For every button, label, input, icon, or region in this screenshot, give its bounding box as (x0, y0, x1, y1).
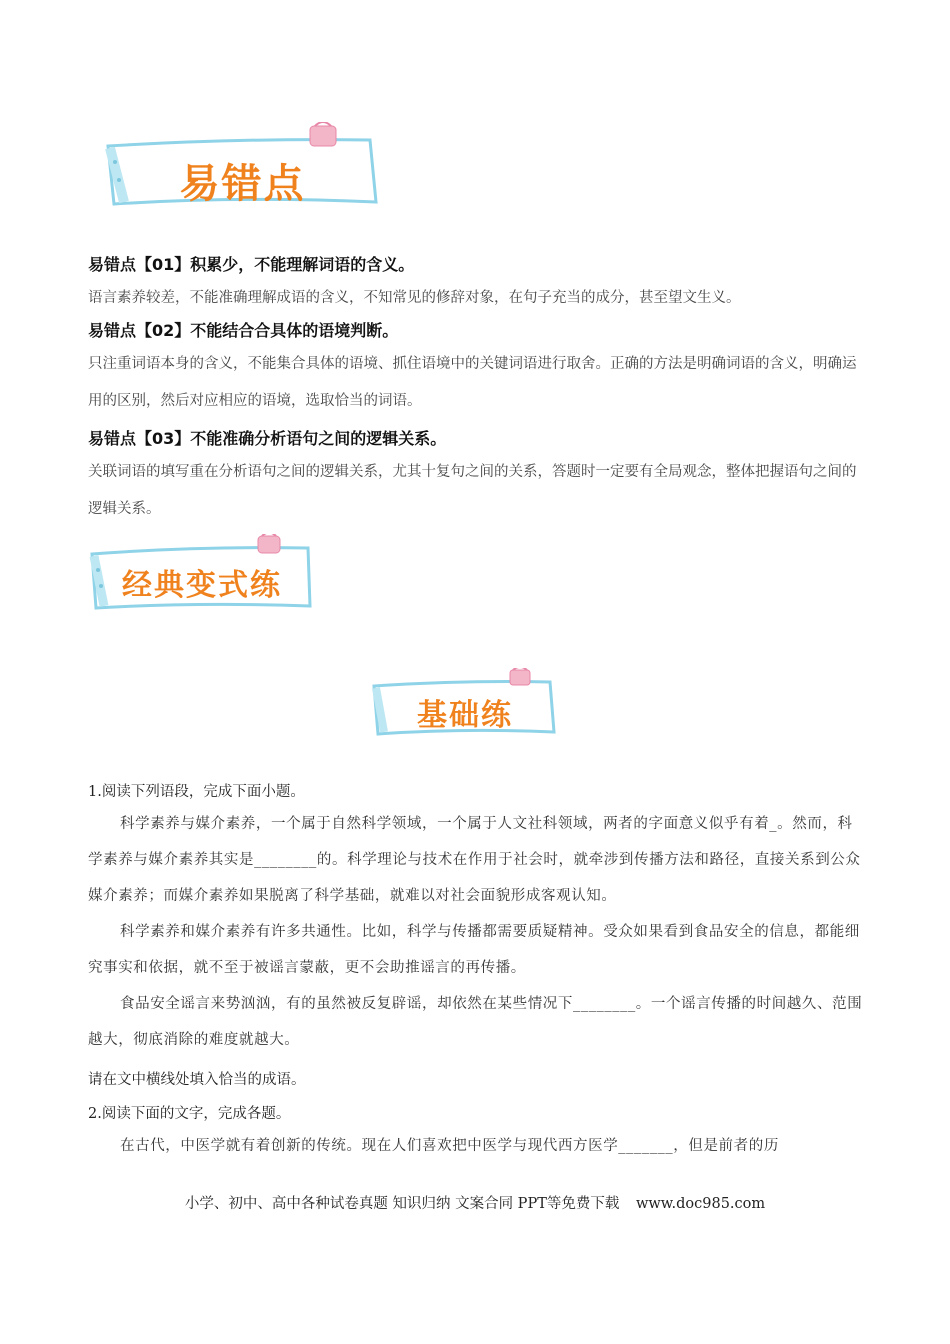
banner-errors (100, 122, 385, 218)
banner-basic-title: 基础练 (417, 698, 513, 733)
page-footer (0, 1192, 950, 1213)
error-title-3: 易错点【03】不能准确分析语句之间的逻辑关系。 (88, 429, 447, 448)
error-body-2: 只注重词语本身的含义，不能集合具体的语境、抓住语境中的关键词语进行取舍。正确的方法是明确词语的含义，明确运用的区别，然后对应相应的语境，选取恰当的词语。 (88, 356, 857, 409)
passage-paragraph: 食品安全谣言来势汹汹，有的虽然被反复辟谣，却依然在某些情况下________。一个谣言传播的时间越久、范围越大，彻底消除的难度就越大。 (88, 996, 863, 1048)
error-body-3: 关联词语的填写重在分析语句之间的逻辑关系，尤其十复句之间的关系，答题时一定要有全局观念，整体把握语句之间的逻辑关系。 (88, 464, 857, 517)
question-2-prompt: 2.阅读下面的文字，完成各题。 (88, 1106, 291, 1122)
error-title-1: 易错点【01】积累少，不能理解词语的含义。 (88, 255, 415, 274)
error-body-1: 语言素养较差，不能准确理解成语的含义，不知常见的修辞对象，在句子充当的成分，甚至望文生义。 (88, 290, 741, 306)
banner-basic (370, 668, 560, 740)
footer-text: 小学、初中、高中各种试卷真题 知识归纳 文案合同 PPT等免费下载 (184, 1196, 620, 1212)
question-2-passage (88, 1128, 863, 1164)
banner-classic-title: 经典变式练 (122, 568, 282, 603)
passage-paragraph: 科学素养与媒介素养，一个属于自然科学领域，一个属于人文社科领域，两者的字面意义似乎有着_。然而，科学素养与媒介素养其实是________的。科学理论与技术在作用于社会时，就牵涉到传播方法和路径，直接关系到公众媒介素养；而媒介素养如果脱离了科学基础，就难以对社会面貌形成客观认知。 (88, 816, 861, 904)
question-1-prompt: 1.阅读下列语段，完成下面小题。 (88, 784, 305, 800)
passage-paragraph: 科学素养和媒介素养有许多共通性。比如，科学与传播都需要质疑精神。受众如果看到食品安全的信息，都能细究事实和依据，就不至于被谣言蒙蔽，更不会助推谣言的再传播。 (88, 924, 860, 976)
banner-errors-title: 易错点 (179, 159, 306, 207)
banner-classic (88, 534, 316, 614)
question-1-instruction: 请在文中横线处填入恰当的成语。 (88, 1072, 306, 1088)
error-title-2: 易错点【02】不能结合合具体的语境判断。 (88, 321, 399, 340)
question-1-passage (88, 806, 863, 1058)
passage-paragraph: 在古代，中医学就有着创新的传统。现在人们喜欢把中医学与现代西方医学_______，但是前者的历 (120, 1138, 779, 1154)
footer-url[interactable]: www.doc985.com (635, 1196, 766, 1212)
